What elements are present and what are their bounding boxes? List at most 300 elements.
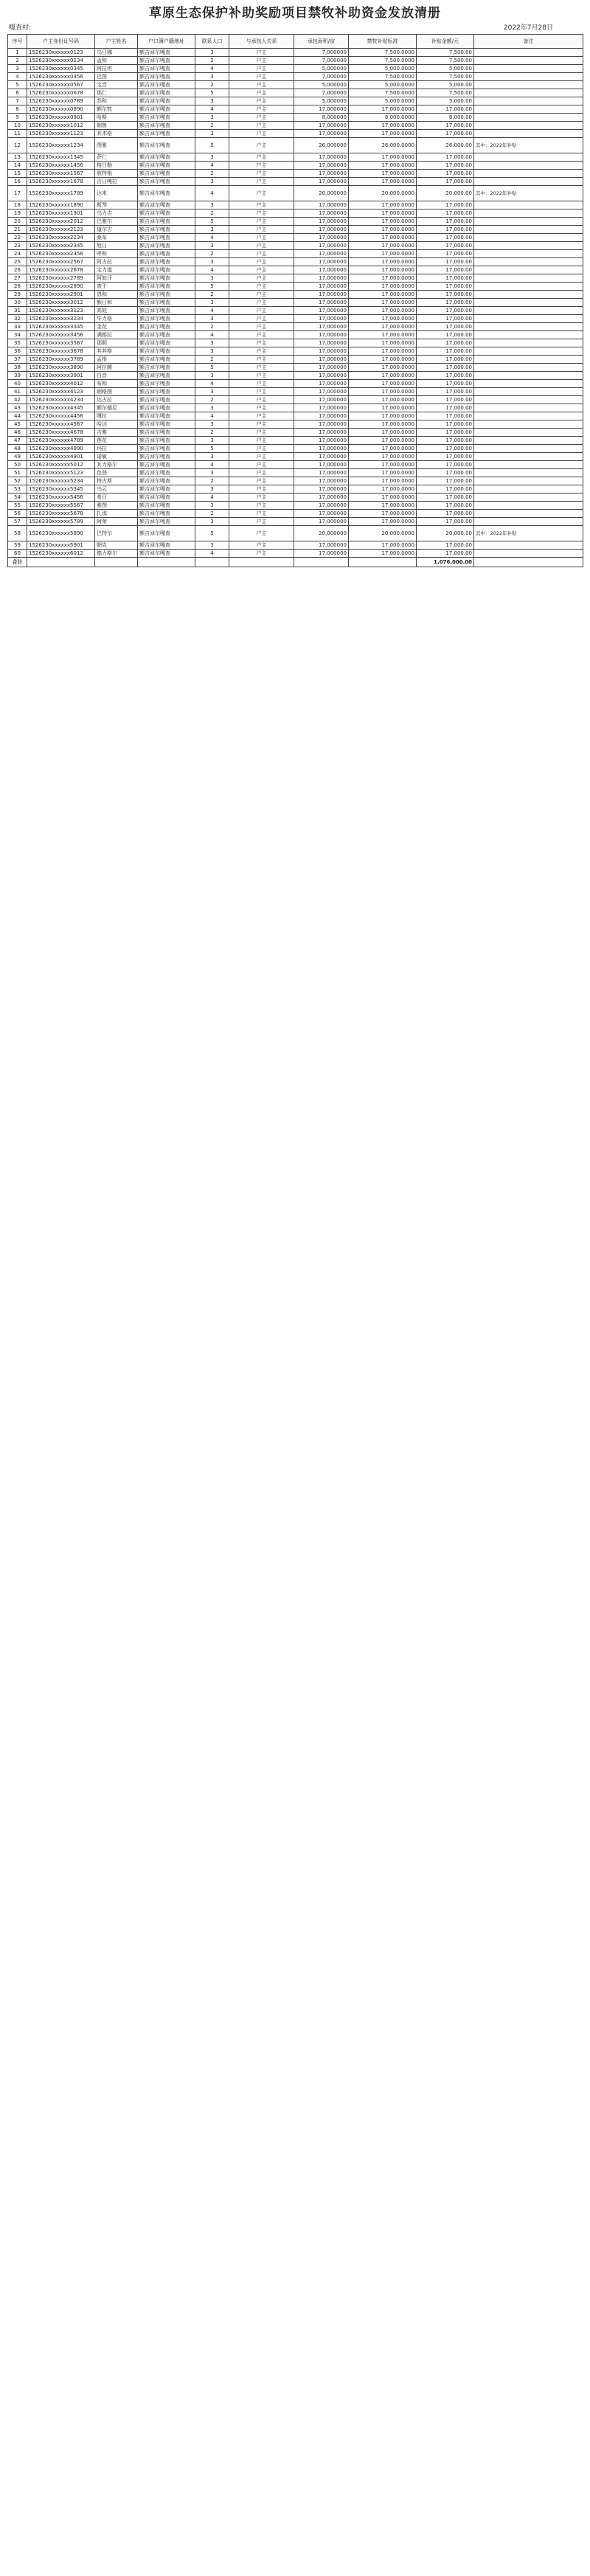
row-note bbox=[474, 105, 583, 114]
row-standard: 17,000.0000 bbox=[349, 323, 417, 331]
row-note bbox=[474, 372, 583, 380]
row-address: 额吉淖尔嘎查 bbox=[138, 518, 195, 526]
row-note bbox=[474, 404, 583, 412]
row-id: 1526230xxxxxx3123 bbox=[27, 307, 95, 315]
row-population: 3 bbox=[195, 339, 229, 347]
row-area: 7,000000 bbox=[294, 49, 349, 57]
row-standard: 17,000.0000 bbox=[349, 469, 417, 477]
row-name: 阿如汗 bbox=[95, 274, 138, 283]
row-note bbox=[474, 380, 583, 388]
row-no: 45 bbox=[8, 420, 27, 429]
row-population: 4 bbox=[195, 105, 229, 114]
row-relation: 户主 bbox=[229, 541, 294, 550]
row-note bbox=[474, 250, 583, 258]
row-name: 查干 bbox=[95, 283, 138, 291]
row-area: 17,000000 bbox=[294, 153, 349, 162]
row-standard: 17,000.0000 bbox=[349, 170, 417, 178]
table-row bbox=[8, 331, 583, 339]
row-no: 43 bbox=[8, 404, 27, 412]
row-area: 17,000000 bbox=[294, 178, 349, 186]
total-label: 合计 bbox=[8, 558, 27, 567]
row-area: 17,000000 bbox=[294, 541, 349, 550]
row-name: 宝力道 bbox=[95, 266, 138, 274]
row-address: 额吉淖尔嘎查 bbox=[138, 331, 195, 339]
row-name: 其木格 bbox=[95, 130, 138, 138]
row-note bbox=[474, 122, 583, 130]
row-relation: 户主 bbox=[229, 388, 294, 396]
row-note bbox=[474, 469, 583, 477]
row-no: 56 bbox=[8, 510, 27, 518]
row-population: 3 bbox=[195, 388, 229, 396]
row-no: 49 bbox=[8, 453, 27, 461]
row-no: 11 bbox=[8, 130, 27, 138]
row-note bbox=[474, 258, 583, 266]
row-address: 额吉淖尔嘎查 bbox=[138, 250, 195, 258]
row-population: 3 bbox=[195, 226, 229, 234]
row-id: 1526230xxxxxx1890 bbox=[27, 201, 95, 210]
row-area: 17,000000 bbox=[294, 372, 349, 380]
row-standard: 20,000.0000 bbox=[349, 526, 417, 541]
row-population: 5 bbox=[195, 445, 229, 453]
row-standard: 17,000.0000 bbox=[349, 485, 417, 494]
row-id: 1526230xxxxxx4678 bbox=[27, 429, 95, 437]
row-address: 额吉淖尔嘎查 bbox=[138, 105, 195, 114]
row-id: 1526230xxxxxx4567 bbox=[27, 420, 95, 429]
row-population: 3 bbox=[195, 299, 229, 307]
row-standard: 17,000.0000 bbox=[349, 356, 417, 364]
row-no: 25 bbox=[8, 258, 27, 266]
row-id: 1526230xxxxxx3234 bbox=[27, 315, 95, 323]
row-area: 17,000000 bbox=[294, 315, 349, 323]
row-area: 17,000000 bbox=[294, 307, 349, 315]
row-id: 1526230xxxxxx0789 bbox=[27, 97, 95, 105]
row-relation: 户主 bbox=[229, 283, 294, 291]
table-row bbox=[8, 242, 583, 250]
row-standard: 17,000.0000 bbox=[349, 364, 417, 372]
row-note bbox=[474, 81, 583, 89]
row-population: 2 bbox=[195, 510, 229, 518]
document-title: 草原生态保护补助奖励项目禁牧补助资金发放清册 bbox=[149, 6, 441, 21]
row-address: 额吉淖尔嘎查 bbox=[138, 437, 195, 445]
row-relation: 户主 bbox=[229, 130, 294, 138]
row-standard: 17,000.0000 bbox=[349, 380, 417, 388]
row-amount: 17,000.00 bbox=[417, 412, 474, 420]
row-area: 17,000000 bbox=[294, 226, 349, 234]
row-no: 14 bbox=[8, 162, 27, 170]
table-row bbox=[8, 485, 583, 494]
row-address: 额吉淖尔嘎查 bbox=[138, 201, 195, 210]
row-note bbox=[474, 291, 583, 299]
row-address: 额吉淖尔嘎查 bbox=[138, 477, 195, 485]
row-standard: 17,000.0000 bbox=[349, 372, 417, 380]
row-address: 额吉淖尔嘎查 bbox=[138, 266, 195, 274]
row-no: 51 bbox=[8, 469, 27, 477]
row-relation: 户主 bbox=[229, 477, 294, 485]
table-row bbox=[8, 201, 583, 210]
row-standard: 17,000.0000 bbox=[349, 162, 417, 170]
row-amount: 5,000.00 bbox=[417, 65, 474, 73]
row-name: 嘎拉 bbox=[95, 412, 138, 420]
row-address: 额吉淖尔嘎查 bbox=[138, 485, 195, 494]
row-amount: 17,000.00 bbox=[417, 258, 474, 266]
row-relation: 户主 bbox=[229, 105, 294, 114]
row-area: 17,000000 bbox=[294, 388, 349, 396]
row-no: 27 bbox=[8, 274, 27, 283]
row-note bbox=[474, 57, 583, 65]
row-population: 3 bbox=[195, 114, 229, 122]
row-relation: 户主 bbox=[229, 178, 294, 186]
row-amount: 17,000.00 bbox=[417, 274, 474, 283]
row-id: 1526230xxxxxx4123 bbox=[27, 388, 95, 396]
row-name: 阿拉腾 bbox=[95, 364, 138, 372]
row-relation: 户主 bbox=[229, 201, 294, 210]
table-row bbox=[8, 364, 583, 372]
row-name: 雅图 bbox=[95, 502, 138, 510]
row-area: 17,000000 bbox=[294, 461, 349, 469]
row-area: 17,000000 bbox=[294, 420, 349, 429]
row-amount: 17,000.00 bbox=[417, 122, 474, 130]
table-row bbox=[8, 266, 583, 274]
row-address: 额吉淖尔嘎查 bbox=[138, 138, 195, 153]
row-amount: 17,000.00 bbox=[417, 299, 474, 307]
table-row bbox=[8, 388, 583, 396]
table-row bbox=[8, 291, 583, 299]
row-population: 3 bbox=[195, 469, 229, 477]
row-area: 17,000000 bbox=[294, 380, 349, 388]
row-no: 29 bbox=[8, 291, 27, 299]
row-note bbox=[474, 461, 583, 469]
row-standard: 17,000.0000 bbox=[349, 420, 417, 429]
row-no: 50 bbox=[8, 461, 27, 469]
row-name: 巴特尔 bbox=[95, 526, 138, 541]
row-address: 额吉淖尔嘎查 bbox=[138, 347, 195, 356]
row-amount: 17,000.00 bbox=[417, 201, 474, 210]
row-no: 30 bbox=[8, 299, 27, 307]
row-address: 额吉淖尔嘎查 bbox=[138, 299, 195, 307]
row-population: 2 bbox=[195, 323, 229, 331]
table-row bbox=[8, 453, 583, 461]
row-area: 17,000000 bbox=[294, 396, 349, 404]
row-standard: 17,000.0000 bbox=[349, 283, 417, 291]
row-amount: 17,000.00 bbox=[417, 178, 474, 186]
row-relation: 户主 bbox=[229, 242, 294, 250]
document-page bbox=[7, 0, 583, 567]
row-amount: 17,000.00 bbox=[417, 105, 474, 114]
row-name: 阿拉坦 bbox=[95, 65, 138, 73]
row-standard: 17,000.0000 bbox=[349, 299, 417, 307]
row-standard: 17,000.0000 bbox=[349, 502, 417, 510]
row-no: 22 bbox=[8, 234, 27, 242]
row-note bbox=[474, 429, 583, 437]
row-note bbox=[474, 502, 583, 510]
row-id: 1526230xxxxxx3901 bbox=[27, 372, 95, 380]
row-standard: 17,000.0000 bbox=[349, 404, 417, 412]
col-header-no: 序号 bbox=[8, 35, 27, 49]
row-standard: 17,000.0000 bbox=[349, 347, 417, 356]
row-address: 额吉淖尔嘎查 bbox=[138, 291, 195, 299]
row-address: 额吉淖尔嘎查 bbox=[138, 258, 195, 266]
row-address: 额吉淖尔嘎查 bbox=[138, 445, 195, 453]
row-area: 17,000000 bbox=[294, 291, 349, 299]
row-no: 26 bbox=[8, 266, 27, 274]
row-name: 乌力吉 bbox=[95, 210, 138, 218]
row-address: 额吉淖尔嘎查 bbox=[138, 186, 195, 201]
row-standard: 17,000.0000 bbox=[349, 178, 417, 186]
row-population: 3 bbox=[195, 404, 229, 412]
row-relation: 户主 bbox=[229, 299, 294, 307]
row-population: 3 bbox=[195, 258, 229, 266]
row-population: 2 bbox=[195, 291, 229, 299]
row-relation: 户主 bbox=[229, 494, 294, 502]
row-relation: 户主 bbox=[229, 97, 294, 105]
table-row bbox=[8, 234, 583, 242]
table-row bbox=[8, 49, 583, 57]
row-no: 41 bbox=[8, 388, 27, 396]
row-population: 4 bbox=[195, 550, 229, 558]
row-id: 1526230xxxxxx2456 bbox=[27, 250, 95, 258]
col-header-area: 承包面积/亩 bbox=[294, 35, 349, 49]
row-address: 额吉淖尔嘎查 bbox=[138, 218, 195, 226]
row-no: 55 bbox=[8, 502, 27, 510]
row-amount: 17,000.00 bbox=[417, 404, 474, 412]
row-no: 35 bbox=[8, 339, 27, 347]
row-name: 孟根 bbox=[95, 356, 138, 364]
row-name: 吉日嘎拉 bbox=[95, 178, 138, 186]
row-note bbox=[474, 445, 583, 453]
table-row bbox=[8, 404, 583, 412]
row-id: 1526230xxxxxx2012 bbox=[27, 218, 95, 226]
table-row bbox=[8, 412, 583, 420]
row-no: 33 bbox=[8, 323, 27, 331]
row-population: 5 bbox=[195, 526, 229, 541]
row-amount: 17,000.00 bbox=[417, 283, 474, 291]
row-standard: 17,000.0000 bbox=[349, 445, 417, 453]
row-population: 2 bbox=[195, 250, 229, 258]
row-note bbox=[474, 356, 583, 364]
row-population: 2 bbox=[195, 210, 229, 218]
table-row bbox=[8, 380, 583, 388]
row-relation: 户主 bbox=[229, 57, 294, 65]
row-id: 1526230xxxxxx2123 bbox=[27, 226, 95, 234]
table-row bbox=[8, 178, 583, 186]
document-date: 2022年7月28日 bbox=[503, 24, 553, 32]
row-no: 36 bbox=[8, 347, 27, 356]
row-relation: 户主 bbox=[229, 550, 294, 558]
row-note bbox=[474, 266, 583, 274]
row-note bbox=[474, 242, 583, 250]
row-id: 1526230xxxxxx3789 bbox=[27, 356, 95, 364]
row-name: 哈斯 bbox=[95, 114, 138, 122]
row-relation: 户主 bbox=[229, 347, 294, 356]
row-standard: 17,000.0000 bbox=[349, 234, 417, 242]
row-id: 1526230xxxxxx4456 bbox=[27, 412, 95, 420]
row-note bbox=[474, 307, 583, 315]
row-id: 1526230xxxxxx3456 bbox=[27, 331, 95, 339]
row-id: 1526230xxxxxx6012 bbox=[27, 550, 95, 558]
row-amount: 20,000.00 bbox=[417, 526, 474, 541]
row-name: 斯琴 bbox=[95, 201, 138, 210]
table-body bbox=[8, 49, 583, 558]
row-relation: 户主 bbox=[229, 49, 294, 57]
row-id: 1526230xxxxxx5789 bbox=[27, 518, 95, 526]
row-population: 3 bbox=[195, 73, 229, 81]
row-population: 3 bbox=[195, 178, 229, 186]
row-name: 道尔吉 bbox=[95, 226, 138, 234]
row-amount: 17,000.00 bbox=[417, 445, 474, 453]
row-amount: 17,000.00 bbox=[417, 153, 474, 162]
row-standard: 17,000.0000 bbox=[349, 518, 417, 526]
row-population: 4 bbox=[195, 494, 229, 502]
row-id: 1526230xxxxxx0678 bbox=[27, 89, 95, 97]
row-relation: 户主 bbox=[229, 437, 294, 445]
row-address: 额吉淖尔嘎查 bbox=[138, 461, 195, 469]
row-name: 乌云 bbox=[95, 485, 138, 494]
row-address: 额吉淖尔嘎查 bbox=[138, 226, 195, 234]
row-population: 4 bbox=[195, 412, 229, 420]
row-no: 7 bbox=[8, 97, 27, 105]
row-note bbox=[474, 49, 583, 57]
row-amount: 17,000.00 bbox=[417, 226, 474, 234]
row-area: 17,000000 bbox=[294, 502, 349, 510]
row-address: 额吉淖尔嘎查 bbox=[138, 65, 195, 73]
row-relation: 户主 bbox=[229, 218, 294, 226]
row-no: 52 bbox=[8, 477, 27, 485]
row-area: 17,000000 bbox=[294, 412, 349, 420]
row-standard: 17,000.0000 bbox=[349, 266, 417, 274]
row-name: 朝格图 bbox=[95, 388, 138, 396]
row-no: 54 bbox=[8, 494, 27, 502]
table-row bbox=[8, 57, 583, 65]
row-id: 1526230xxxxxx3567 bbox=[27, 339, 95, 347]
row-amount: 17,000.00 bbox=[417, 372, 474, 380]
row-no: 18 bbox=[8, 201, 27, 210]
row-standard: 20,000.0000 bbox=[349, 186, 417, 201]
row-note bbox=[474, 339, 583, 347]
table-row bbox=[8, 130, 583, 138]
row-no: 39 bbox=[8, 372, 27, 380]
row-population: 2 bbox=[195, 57, 229, 65]
row-id: 1526230xxxxxx2901 bbox=[27, 291, 95, 299]
row-area: 17,000000 bbox=[294, 518, 349, 526]
table-row bbox=[8, 510, 583, 518]
table-header-row bbox=[8, 35, 583, 49]
row-amount: 26,000.00 bbox=[417, 138, 474, 153]
row-area: 17,000000 bbox=[294, 347, 349, 356]
row-population: 4 bbox=[195, 162, 229, 170]
row-no: 8 bbox=[8, 105, 27, 114]
row-no: 19 bbox=[8, 210, 27, 218]
row-amount: 17,000.00 bbox=[417, 315, 474, 323]
row-relation: 户主 bbox=[229, 315, 294, 323]
row-area: 17,000000 bbox=[294, 274, 349, 283]
row-population: 2 bbox=[195, 170, 229, 178]
row-amount: 17,000.00 bbox=[417, 420, 474, 429]
row-name: 恩和 bbox=[95, 291, 138, 299]
row-amount: 7,500.00 bbox=[417, 57, 474, 65]
row-no: 42 bbox=[8, 396, 27, 404]
row-id: 1526230xxxxxx5901 bbox=[27, 541, 95, 550]
table-row bbox=[8, 299, 583, 307]
row-name: 吉雅 bbox=[95, 429, 138, 437]
table-row bbox=[8, 315, 583, 323]
row-name: 白音 bbox=[95, 372, 138, 380]
row-no: 9 bbox=[8, 114, 27, 122]
row-no: 10 bbox=[8, 122, 27, 130]
table-row bbox=[8, 347, 583, 356]
row-amount: 17,000.00 bbox=[417, 170, 474, 178]
row-standard: 17,000.0000 bbox=[349, 412, 417, 420]
row-relation: 户主 bbox=[229, 307, 294, 315]
row-relation: 户主 bbox=[229, 122, 294, 130]
row-address: 额吉淖尔嘎查 bbox=[138, 81, 195, 89]
row-standard: 17,000.0000 bbox=[349, 201, 417, 210]
row-relation: 户主 bbox=[229, 114, 294, 122]
table-row bbox=[8, 461, 583, 469]
row-standard: 17,000.0000 bbox=[349, 242, 417, 250]
row-area: 17,000000 bbox=[294, 331, 349, 339]
row-standard: 17,000.0000 bbox=[349, 153, 417, 162]
row-id: 1526230xxxxxx0901 bbox=[27, 114, 95, 122]
row-address: 额吉淖尔嘎查 bbox=[138, 130, 195, 138]
row-standard: 7,500.0000 bbox=[349, 49, 417, 57]
row-note bbox=[474, 437, 583, 445]
row-id: 1526230xxxxxx2678 bbox=[27, 266, 95, 274]
row-standard: 17,000.0000 bbox=[349, 291, 417, 299]
row-note bbox=[474, 453, 583, 461]
row-relation: 户主 bbox=[229, 396, 294, 404]
row-population: 3 bbox=[195, 49, 229, 57]
row-relation: 户主 bbox=[229, 445, 294, 453]
row-address: 额吉淖尔嘎查 bbox=[138, 510, 195, 518]
row-population: 3 bbox=[195, 485, 229, 494]
row-amount: 17,000.00 bbox=[417, 380, 474, 388]
row-no: 59 bbox=[8, 541, 27, 550]
row-id: 1526230xxxxxx0567 bbox=[27, 81, 95, 89]
table-row bbox=[8, 307, 583, 315]
row-area: 7,000000 bbox=[294, 89, 349, 97]
row-amount: 17,000.00 bbox=[417, 347, 474, 356]
row-standard: 17,000.0000 bbox=[349, 437, 417, 445]
row-address: 额吉淖尔嘎查 bbox=[138, 122, 195, 130]
row-standard: 17,000.0000 bbox=[349, 226, 417, 234]
row-address: 额吉淖尔嘎查 bbox=[138, 323, 195, 331]
row-name: 德力格尔 bbox=[95, 550, 138, 558]
row-standard: 17,000.0000 bbox=[349, 510, 417, 518]
table-row bbox=[8, 250, 583, 258]
row-relation: 户主 bbox=[229, 339, 294, 347]
row-amount: 17,000.00 bbox=[417, 250, 474, 258]
row-relation: 户主 bbox=[229, 210, 294, 218]
row-note bbox=[474, 73, 583, 81]
row-name: 额尔敦 bbox=[95, 105, 138, 114]
row-address: 额吉淖尔嘎查 bbox=[138, 494, 195, 502]
row-note bbox=[474, 347, 583, 356]
row-relation: 户主 bbox=[229, 364, 294, 372]
row-no: 40 bbox=[8, 380, 27, 388]
row-id: 1526230xxxxxx1234 bbox=[27, 138, 95, 153]
row-population: 2 bbox=[195, 356, 229, 364]
row-name: 其其格 bbox=[95, 347, 138, 356]
row-id: 1526230xxxxxx2234 bbox=[27, 234, 95, 242]
row-id: 1526230xxxxxx3345 bbox=[27, 323, 95, 331]
row-amount: 17,000.00 bbox=[417, 162, 474, 170]
table-row bbox=[8, 526, 583, 541]
table-row bbox=[8, 97, 583, 105]
row-amount: 17,000.00 bbox=[417, 453, 474, 461]
table-row bbox=[8, 89, 583, 97]
col-header-name: 户主姓名 bbox=[95, 35, 138, 49]
row-standard: 17,000.0000 bbox=[349, 307, 417, 315]
